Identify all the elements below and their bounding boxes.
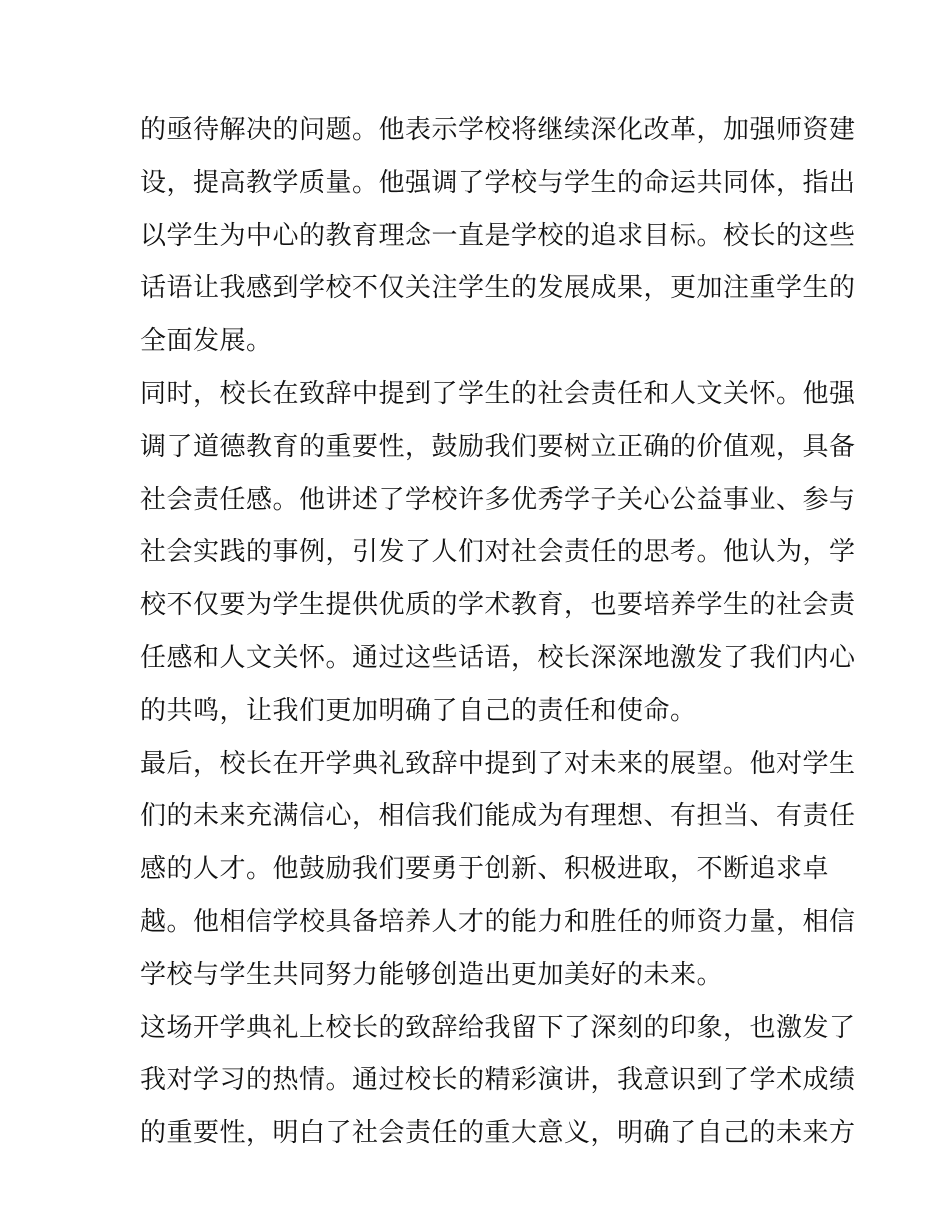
text-line: 社会实践的事例，引发了人们对社会责任的思考。他认为，学	[140, 537, 856, 568]
text-line: 的亟待解决的问题。他表示学校将继续深化改革，加强师资建	[140, 115, 856, 145]
text-line: 同时，校长在致辞中提到了学生的社会责任和人文关怀。他强	[140, 378, 856, 409]
text-line: 以学生为中心的教育理念一直是学校的追求目标。校长的这些	[140, 220, 856, 251]
text-line: 的共鸣，让我们更加明确了自己的责任和使命。	[140, 695, 697, 726]
body-text	[140, 104, 856, 1160]
text-line: 社会责任感。他讲述了学校许多优秀学子关心公益事业、参与	[140, 484, 856, 515]
text-line: 校不仅要为学生提供优质的学术教育，也要培养学生的社会责	[140, 590, 856, 621]
text-line: 学校与学生共同努力能够创造出更加美好的未来。	[140, 959, 724, 990]
text-line: 我对学习的热情。通过校长的精彩演讲，我意识到了学术成绩	[140, 1065, 856, 1096]
text-line: 话语让我感到学校不仅关注学生的发展成果，更加注重学生的	[140, 273, 856, 304]
text-line: 任感和人文关怀。通过这些话语，校长深深地激发了我们内心	[140, 642, 856, 673]
text-line: 的重要性，明白了社会责任的重大意义，明确了自己的未来方	[140, 1118, 856, 1149]
text-line: 越。他相信学校具备培养人才的能力和胜任的师资力量，相信	[140, 906, 856, 937]
text-line: 们的未来充满信心，相信我们能成为有理想、有担当、有责任	[140, 801, 856, 832]
text-line: 感的人才。他鼓励我们要勇于创新、积极进取，不断追求卓	[140, 854, 830, 885]
text-line: 这场开学典礼上校长的致辞给我留下了深刻的印象，也激发了	[140, 1012, 856, 1043]
text-line: 最后，校长在开学典礼致辞中提到了对未来的展望。他对学生	[140, 748, 856, 779]
text-line: 设，提高教学质量。他强调了学校与学生的命运共同体，指出	[140, 167, 856, 198]
text-line: 全面发展。	[140, 326, 273, 357]
text-line: 调了道德教育的重要性，鼓励我们要树立正确的价值观，具备	[140, 431, 856, 462]
